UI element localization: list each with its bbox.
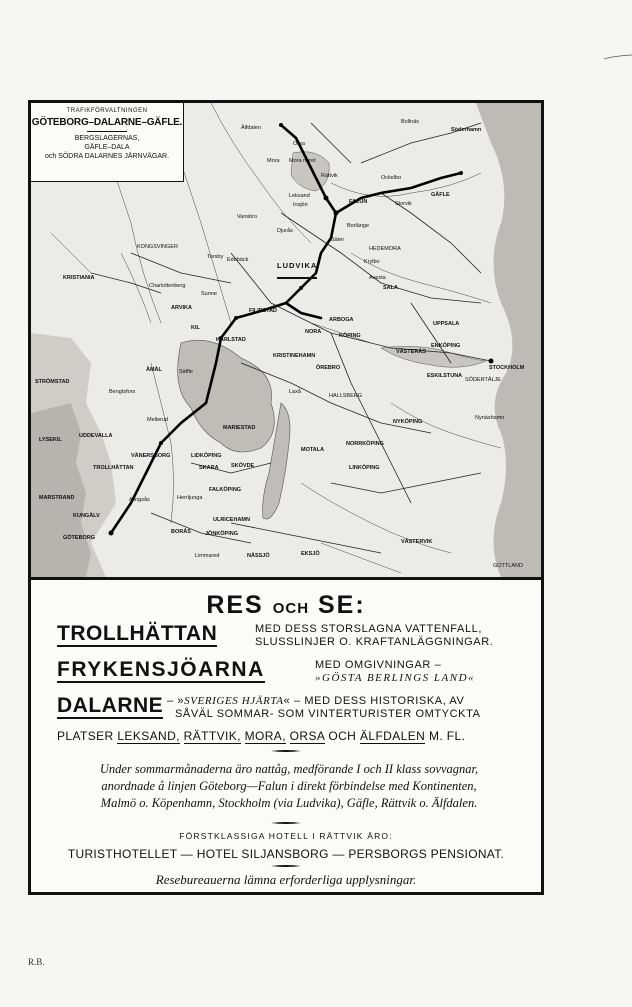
headline-och: OCH — [272, 600, 310, 617]
dalarne-title: DALARNE — [57, 694, 164, 717]
map-label: KUNGÄLV — [73, 513, 100, 519]
dalarne-desc — [167, 695, 481, 721]
map-label: Nynäshamn — [475, 415, 505, 421]
travel-bureau-note: Resebureauerna lämna erforderliga upplysningar. — [155, 872, 417, 887]
map-label: MARSTRAND — [39, 495, 75, 501]
och-text: OCH — [328, 729, 357, 743]
printer-mark: R.B. — [28, 957, 45, 967]
map-label: MOTALA — [301, 447, 325, 453]
map-label: SALA — [383, 285, 398, 291]
map-label: FILIPSTAD — [249, 308, 278, 314]
map-label: Säter — [331, 237, 345, 243]
map-title-box — [31, 103, 184, 182]
fryken-desc-line2: »GÖSTA BERLINGS LAND« — [315, 672, 476, 684]
map-label: Storvik — [395, 201, 412, 207]
map-label: Säffle — [179, 369, 193, 375]
map-label: Sunne — [201, 291, 217, 297]
map-label: Rättvik — [321, 173, 338, 179]
map-label: Bollnäs — [401, 119, 420, 125]
map-label: LIDKÖPING — [191, 453, 222, 459]
dalarne-desc-part: – » — [167, 695, 185, 707]
map-label: Orsa — [293, 141, 305, 147]
night-train-info — [49, 761, 529, 812]
map-label: KONGSVINGER — [137, 244, 178, 250]
map-label: Mellerud — [147, 417, 169, 423]
info-line3: Malmö o. Köpenhamn, Stockholm (via Ludvika), Gäfle, Rättvik o. Älfdalen. — [100, 796, 478, 810]
map-label: ÖREBRO — [316, 365, 341, 371]
map-label: Charlottenberg — [149, 283, 186, 289]
map-label: ARBOGA — [329, 317, 354, 323]
map-label: Herrljunga — [177, 495, 203, 501]
map-label: FALUN — [349, 199, 368, 205]
places-line — [57, 729, 465, 743]
fryken-title: FRYKENSJÖARNA — [57, 658, 265, 681]
map-label: ULRICEHAMN — [213, 517, 250, 523]
map-label: KARLSTAD — [216, 337, 246, 343]
map-label: VÄNERSBORG — [131, 453, 171, 459]
map-label: MARIESTAD — [223, 425, 256, 431]
map-label: KÖPING — [339, 333, 361, 339]
map-label: Söderhamn — [451, 127, 482, 133]
place-orsa: ORSA — [289, 729, 325, 743]
map-label: Torsby — [207, 254, 224, 260]
map-label: GÄFLE — [431, 192, 450, 198]
trollhattan-desc-line1: MED DESS STORSLAGNA VATTENFALL, — [255, 623, 483, 635]
dalarne-desc-part: « – MED DESS HISTORISKA, AV — [283, 695, 465, 707]
map-label: SKARA — [199, 465, 219, 471]
map-label: HEDEMORA — [369, 246, 401, 252]
ornament-divider — [271, 821, 301, 825]
info-line1: Under sommarmånaderna äro nattåg, medförande I och II klass sovvagnar, — [99, 762, 479, 776]
railway-map — [31, 103, 541, 580]
mfl-text: M. FL. — [428, 729, 466, 743]
map-label: VÄSTERÅS — [396, 349, 426, 355]
map-label: STOCKHOLM — [489, 365, 525, 371]
map-label: BORÅS — [171, 529, 191, 535]
map-label: GÖTEBORG — [63, 535, 96, 541]
map-label: Ockelbo — [381, 175, 402, 181]
map-label: Älfdalen — [241, 125, 261, 131]
map-label: SKÖVDE — [231, 463, 255, 469]
fryken-desc-line1: MED OMGIVNINGAR – — [315, 659, 442, 671]
map-header-line2: BERGSLAGERNAS, — [74, 135, 140, 142]
map-label: Borlänge — [347, 223, 370, 229]
map-label: Edebäck — [227, 257, 249, 263]
hotels-list: TURISTHOTELLET — HOTEL SILJANSBORG — PERSBORGS PENSIONAT. — [67, 847, 505, 861]
dalarne-desc-line2: SÅVÄL SOMMAR- SOM VINTERTURISTER OMTYCKTA — [175, 708, 481, 720]
map-label: ENKÖPING — [431, 343, 461, 349]
ornament-divider — [271, 864, 301, 868]
trollhattan-title: TROLLHÄTTAN — [57, 622, 218, 645]
map-label: JÖNKÖPING — [205, 531, 239, 537]
map-label: TROLLHÄTTAN — [93, 465, 134, 471]
map-label: HALLSBERG — [329, 393, 363, 399]
map-label: Mora noret — [289, 158, 316, 164]
place-mora: MORA, — [244, 729, 286, 743]
map-label: ARVIKA — [171, 305, 192, 311]
headline-se: SE: — [317, 591, 366, 619]
place-rattvik: RÄTTVIK, — [183, 729, 241, 743]
sveriges-hjarta: SVERIGES HJÄRTA — [184, 695, 284, 707]
advertisement-frame — [28, 100, 544, 895]
map-label: STRÖMSTAD — [35, 379, 70, 385]
map-label: UDDEVALLA — [79, 433, 113, 439]
map-label: Limmared — [195, 553, 220, 559]
pencil-mark — [604, 53, 632, 61]
map-label: LUDVIKA — [277, 255, 317, 279]
map-header-line4: och SÖDRA DALARNES JÄRNVÄGAR. — [44, 153, 170, 160]
platser-text: PLATSER — [57, 729, 114, 743]
map-label: Bengtsfors — [109, 389, 136, 395]
map-label: LINKÖPING — [349, 465, 380, 471]
map-label: NÄSSJÖ — [247, 553, 270, 559]
map-label: Krylbo — [364, 259, 380, 265]
trollhattan-desc — [255, 623, 493, 649]
map-label: Alingsås — [129, 497, 150, 503]
map-label: VÄSTERVIK — [401, 539, 433, 545]
map-label: Laxå — [289, 389, 301, 395]
trollhattan-desc-line2: SLUSSLINJER O. KRAFTANLÄGGNINGAR. — [255, 636, 494, 648]
map-label: ESKILSTUNA — [427, 373, 463, 379]
fryken-desc — [315, 659, 475, 685]
map-label: GOTTLAND — [493, 563, 523, 569]
map-label: Leksand — [289, 193, 310, 199]
place-leksand: LEKSAND, — [117, 729, 180, 743]
info-line2: anordnade å linjen Göteborg—Falun i direkt förbindelse med Kontinenten, — [101, 779, 477, 793]
map-label: UPPSALA — [433, 321, 460, 327]
map-label: LYSEKIL — [39, 437, 62, 443]
map-label: ÅMÅL — [146, 367, 162, 373]
map-label: NYKÖPING — [393, 419, 423, 425]
map-header-small: TRAFIKFÖRVALTNINGEN — [66, 108, 148, 114]
map-label: KRISTINEHAMN — [273, 353, 316, 359]
divider — [87, 131, 127, 132]
map-label: Avesta — [369, 275, 386, 281]
map-label: KRISTIANIA — [63, 275, 95, 281]
headline — [31, 591, 541, 620]
map-label: FALKÖPING — [209, 487, 242, 493]
map-header-line3: GÄFLE–DALA — [84, 144, 130, 151]
dalarne-desc-line1 — [167, 695, 481, 708]
map-label: Insjön — [293, 202, 308, 208]
map-label: KIL — [191, 325, 200, 331]
map-label: Mora — [267, 158, 280, 164]
map-label: EKSJÖ — [301, 551, 320, 557]
ornament-divider — [271, 749, 301, 753]
map-label: Vansbro — [237, 214, 258, 220]
hotels-heading: FÖRSTKLASSIGA HOTELL I RÄTTVIK ÄRO: — [179, 831, 393, 841]
map-label: Djurås — [277, 228, 293, 234]
map-label: NORRKÖPING — [346, 441, 384, 447]
map-header-main: GÖTEBORG–DALARNE–GÄFLE. — [31, 117, 183, 128]
place-alfdalen: ÄLFDALEN — [359, 729, 426, 743]
map-label: SÖDERTÄLJE — [465, 377, 501, 383]
headline-res: RES — [206, 591, 264, 619]
map-label: NORA — [305, 329, 322, 335]
